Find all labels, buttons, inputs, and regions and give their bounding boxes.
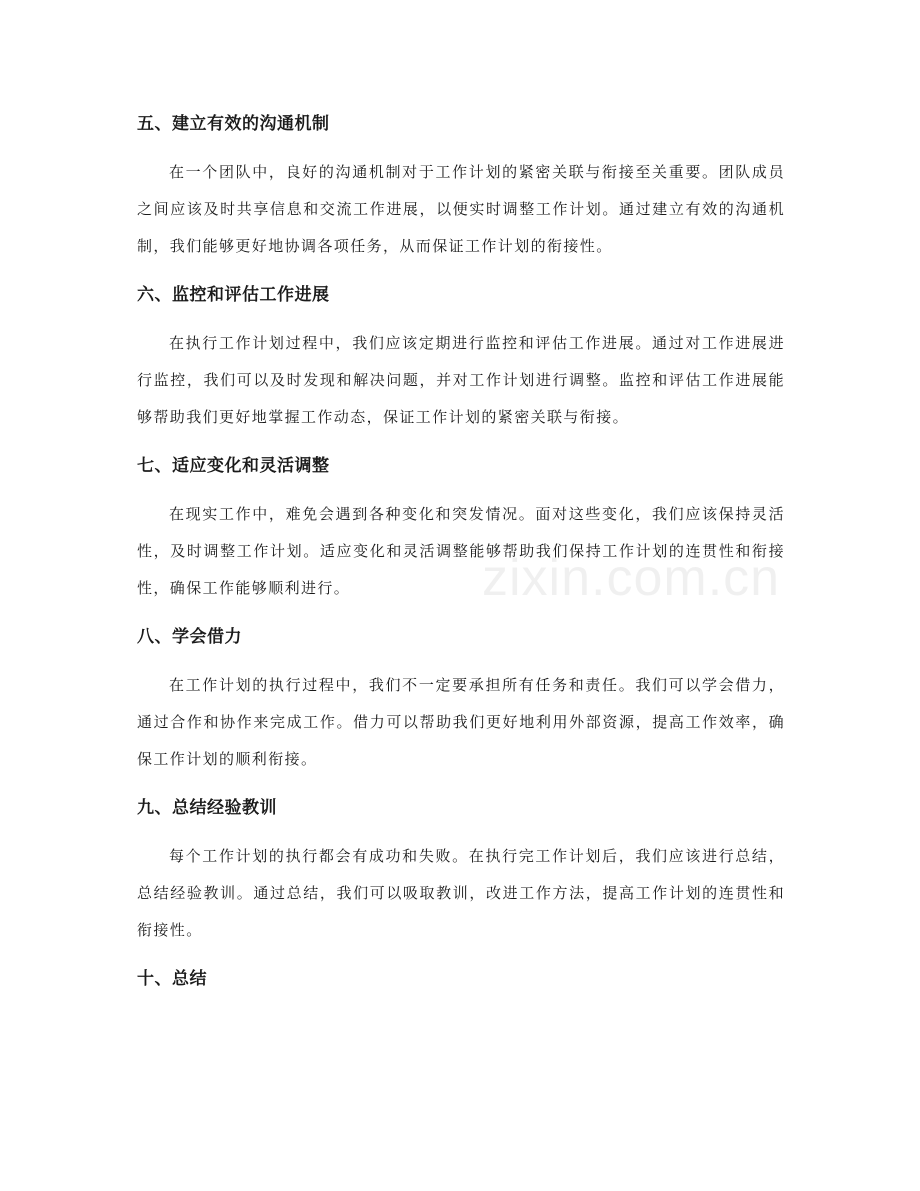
section-heading: 八、学会借力 [137,627,242,647]
section-lessons [137,796,785,949]
section-monitoring [137,283,785,436]
section-adapting [137,454,785,607]
section-heading: 十、总结 [137,969,207,989]
section-paragraph: 在一个团队中，良好的沟通机制对于工作计划的紧密关联与衔接至关重要。团队成员之间应该及时共享信息和交流工作进展，以便实时调整工作计划。通过建立有效的沟通机制，我们能够更好地协调各项任务，从而保证工作计划的衔接性。 [137,163,785,255]
watermark: zixin.com.cn [482,549,781,607]
section-paragraph: 在现实工作中，难免会遇到各种变化和突发情况。面对这些变化，我们应该保持灵活性，及时调整工作计划。适应变化和灵活调整能够帮助我们保持工作计划的连贯性和衔接性，确保工作能够顺利进行。 [137,505,785,597]
section-paragraph: 在执行工作计划过程中，我们应该定期进行监控和评估工作进展。通过对工作进展进行监控，我们可以及时发现和解决问题，并对工作计划进行调整。监控和评估工作进展能够帮助我们更好地掌握工作动态，保证工作计划的紧密关联与衔接。 [137,334,785,426]
section-heading: 九、总结经验教训 [137,798,277,818]
section-leverage [137,625,785,778]
section-summary [137,967,785,991]
section-heading: 六、监控和评估工作进展 [137,285,330,305]
document-page [137,104,785,1009]
section-paragraph: 在工作计划的执行过程中，我们不一定要承担所有任务和责任。我们可以学会借力，通过合作和协作来完成工作。借力可以帮助我们更好地利用外部资源，提高工作效率，确保工作计划的顺利衔接。 [137,676,785,768]
section-paragraph: 每个工作计划的执行都会有成功和失败。在执行完工作计划后，我们应该进行总结，总结经验教训。通过总结，我们可以吸取教训，改进工作方法，提高工作计划的连贯性和衔接性。 [137,847,785,939]
section-heading: 七、适应变化和灵活调整 [137,456,330,476]
section-communication [137,112,785,265]
section-heading: 五、建立有效的沟通机制 [137,114,330,134]
